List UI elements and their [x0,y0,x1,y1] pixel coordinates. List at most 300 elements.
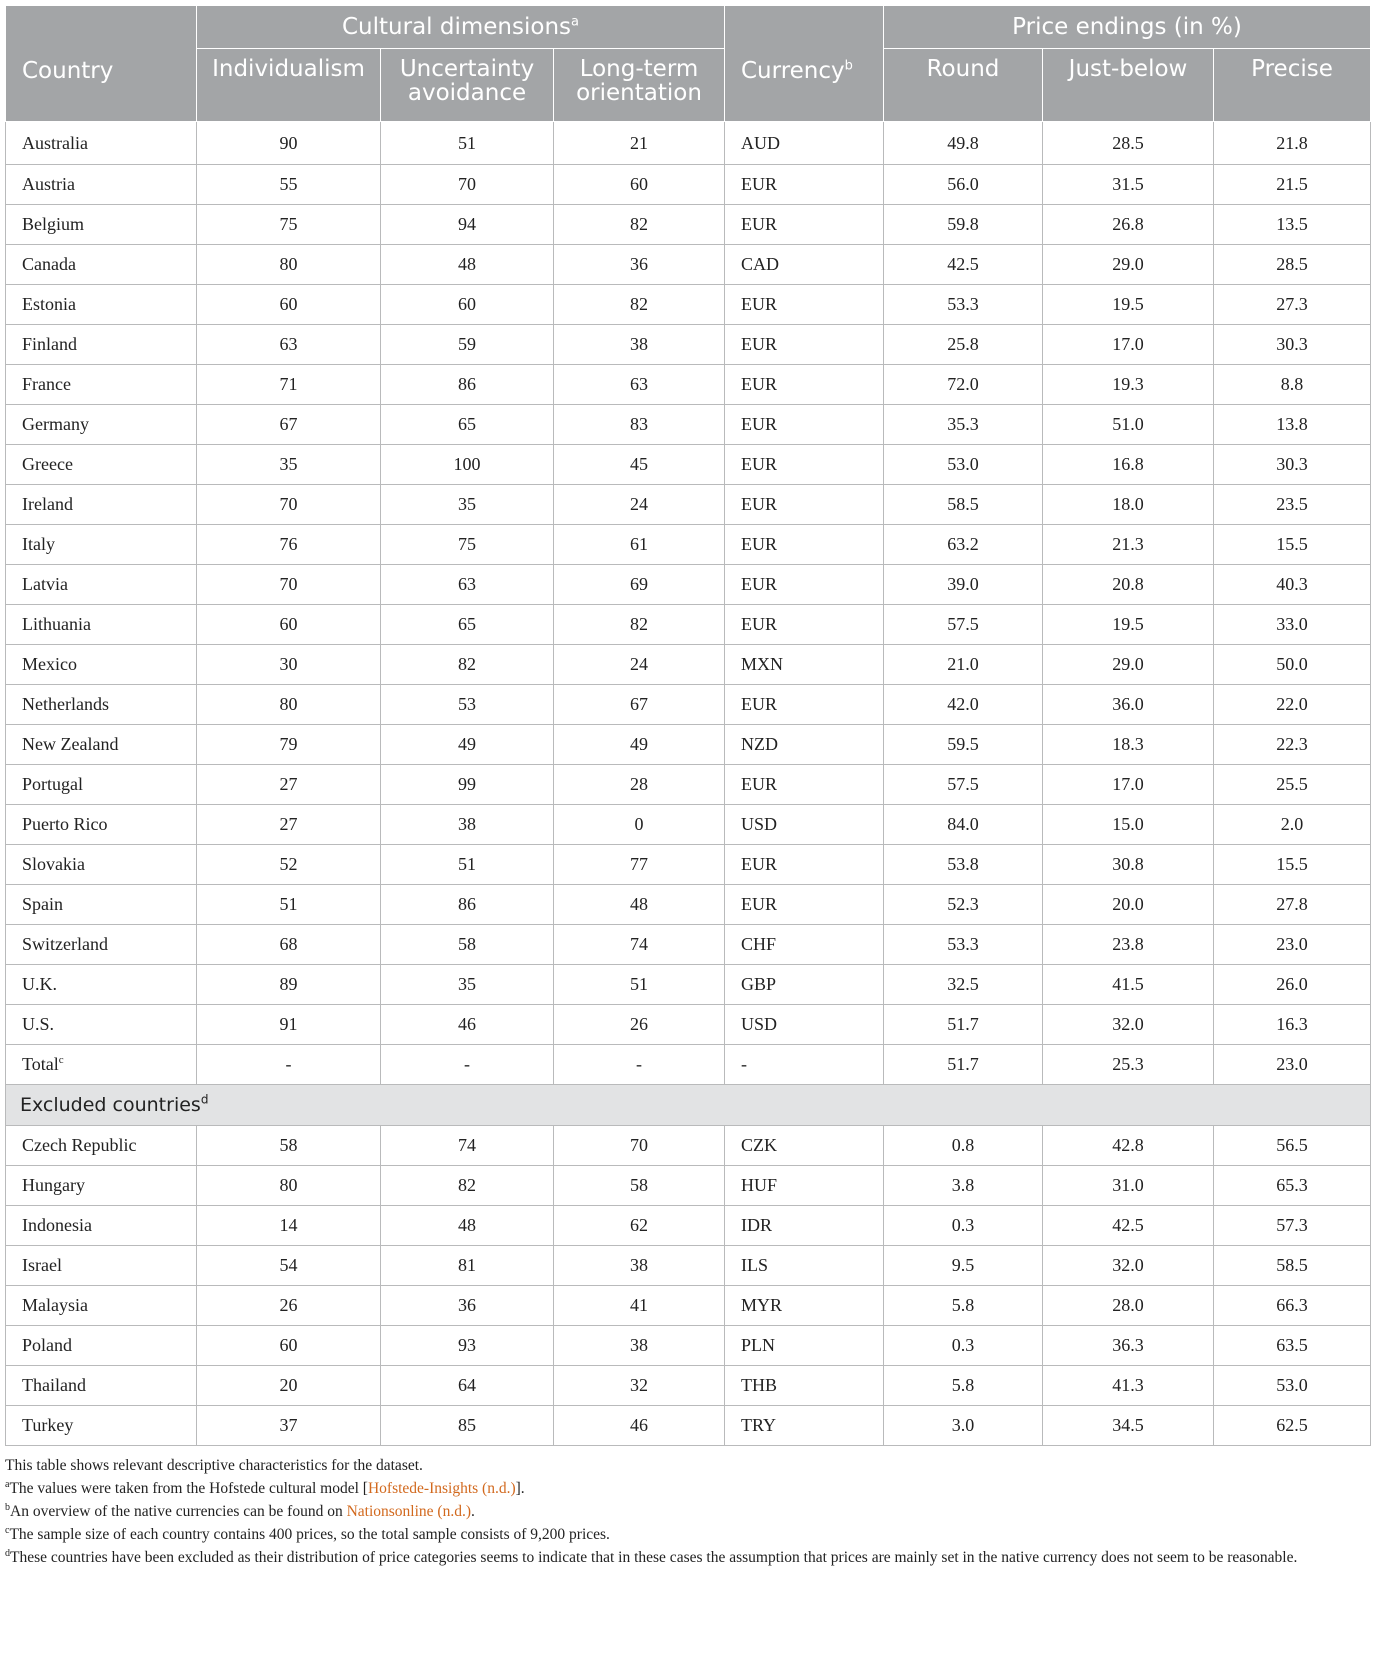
cell-precise: 27.3 [1214,285,1371,325]
cell-ua: 82 [381,645,554,685]
cell-country: Malaysia [6,1286,197,1326]
note-c: $^c$The sample size of each country contains 400 prices, so the total sample consists of 9,200 prices. [5,1524,610,1543]
cell-ua: 74 [381,1126,554,1166]
cell-lto: 62 [554,1206,725,1246]
cell-jb: 19.5 [1043,285,1214,325]
cell-lto: 24 [554,485,725,525]
cell-cur: CAD [725,245,884,285]
cell-ind: 35 [197,445,381,485]
cell-jb: 17.0 [1043,325,1214,365]
cell-round: 52.3 [884,885,1043,925]
cell-ua: 86 [381,365,554,405]
cell-jb: 31.5 [1043,165,1214,205]
cell-round: 59.8 [884,205,1043,245]
cell-jb: 21.3 [1043,525,1214,565]
cell-ind: 90 [197,122,381,165]
cell-cur: EUR [725,525,884,565]
cell-country: Ireland [6,485,197,525]
cell-ind: 63 [197,325,381,365]
cell-ind: 79 [197,725,381,765]
cell-round: 57.5 [884,765,1043,805]
cell-round: 39.0 [884,565,1043,605]
table-row [6,205,1371,245]
note-d: $^d$These countries have been excluded as their distribution of price categories seems to indicate that in these cases the assumption that prices are mainly set in the native currency does not seem to be reasonable. [5,1547,1298,1566]
cell-lto: 77 [554,845,725,885]
cell-lto: 28 [554,765,725,805]
cell-round: 0.8 [884,1126,1043,1166]
table-row [6,1045,1371,1085]
cell-cur: MYR [725,1286,884,1326]
cell-lto: 67 [554,685,725,725]
table-row [6,1246,1371,1286]
note-a: $^a$The values were taken from the Hofstede cultural model [Hofstede-Insights (n.d.)]. [5,1478,525,1497]
cell-jb: 15.0 [1043,805,1214,845]
cell-country: Israel [6,1246,197,1286]
cell-ind: 27 [197,805,381,845]
cell-ind: 68 [197,925,381,965]
table-row [6,925,1371,965]
cell-precise: 13.5 [1214,205,1371,245]
cell-precise: 21.5 [1214,165,1371,205]
cell-precise: 15.5 [1214,525,1371,565]
cell-ind: 67 [197,405,381,445]
cell-ind: 20 [197,1366,381,1406]
cell-round: 57.5 [884,605,1043,645]
cell-precise: 8.8 [1214,365,1371,405]
table-wrapper [5,5,1370,1569]
cell-ind: 30 [197,645,381,685]
cell-cur: HUF [725,1166,884,1206]
header-country: Country [6,6,197,122]
cell-lto: 70 [554,1126,725,1166]
cell-lto: 69 [554,565,725,605]
cell-country: Greece [6,445,197,485]
cell-country: U.S. [6,1005,197,1045]
cell-precise: 28.5 [1214,245,1371,285]
cell-country: Estonia [6,285,197,325]
cell-country: Austria [6,165,197,205]
cell-country: Thailand [6,1366,197,1406]
cell-ua: 59 [381,325,554,365]
cell-country: Slovakia [6,845,197,885]
cell-round: 3.8 [884,1166,1043,1206]
table-row [6,445,1371,485]
cell-lto: 74 [554,925,725,965]
cell-round: 49.8 [884,122,1043,165]
cell-ua: 58 [381,925,554,965]
cell-round: 59.5 [884,725,1043,765]
cell-lto: - [554,1045,725,1085]
cell-precise: 62.5 [1214,1406,1371,1446]
table-row [6,845,1371,885]
cell-round: 21.0 [884,645,1043,685]
cell-ind: 27 [197,765,381,805]
cell-lto: 38 [554,325,725,365]
cell-country: Germany [6,405,197,445]
cell-ua: - [381,1045,554,1085]
cell-cur: EUR [725,365,884,405]
cell-precise: 23.0 [1214,925,1371,965]
cell-country: Total$^c$ [6,1045,197,1085]
table-row [6,1166,1371,1206]
table-body [6,122,1371,1446]
cell-cur: EUR [725,445,884,485]
cell-round: 63.2 [884,525,1043,565]
header-precise: Precise [1214,49,1371,122]
cell-cur: EUR [725,565,884,605]
cell-cur: EUR [725,605,884,645]
cell-cur: EUR [725,485,884,525]
table-row [6,685,1371,725]
cell-jb: 19.5 [1043,605,1214,645]
cell-country: Latvia [6,565,197,605]
cell-jb: 32.0 [1043,1005,1214,1045]
cell-country: Czech Republic [6,1126,197,1166]
cell-round: 5.8 [884,1286,1043,1326]
cell-cur: EUR [725,325,884,365]
cell-country: Turkey [6,1406,197,1446]
cell-jb: 28.0 [1043,1286,1214,1326]
table-row [6,645,1371,685]
cell-ind: 76 [197,525,381,565]
cell-cur: CZK [725,1126,884,1166]
cell-lto: 32 [554,1366,725,1406]
cell-ind: 60 [197,285,381,325]
hofstede-link[interactable]: Hofstede-Insights (n.d.) [367,1480,516,1497]
cell-ua: 82 [381,1166,554,1206]
cell-cur: - [725,1045,884,1085]
cell-precise: 66.3 [1214,1286,1371,1326]
cell-ua: 94 [381,205,554,245]
cell-lto: 26 [554,1005,725,1045]
cell-cur: USD [725,805,884,845]
cell-lto: 82 [554,285,725,325]
cell-precise: 22.3 [1214,725,1371,765]
cell-round: 35.3 [884,405,1043,445]
cell-ind: 75 [197,205,381,245]
cell-jb: 36.3 [1043,1326,1214,1366]
cell-round: 53.8 [884,845,1043,885]
table-row [6,325,1371,365]
cell-cur: EUR [725,405,884,445]
cell-ind: 80 [197,685,381,725]
cell-cur: EUR [725,685,884,725]
cell-cur: EUR [725,205,884,245]
section-label: Excluded countries$^d$ [6,1085,1371,1126]
cell-country: Switzerland [6,925,197,965]
cell-precise: 30.3 [1214,325,1371,365]
cell-cur: NZD [725,725,884,765]
cell-precise: 15.5 [1214,845,1371,885]
cell-jb: 30.8 [1043,845,1214,885]
cell-precise: 26.0 [1214,965,1371,1005]
table-row [6,565,1371,605]
table-row [6,245,1371,285]
cell-ind: 70 [197,485,381,525]
cell-ind: 80 [197,245,381,285]
cell-jb: 18.3 [1043,725,1214,765]
cell-country: Netherlands [6,685,197,725]
table-row [6,885,1371,925]
note-intro: This table shows relevant descriptive characteristics for the dataset. [5,1457,423,1474]
table-row [6,1326,1371,1366]
cell-round: 32.5 [884,965,1043,1005]
cell-ind: 60 [197,1326,381,1366]
cell-round: 53.3 [884,925,1043,965]
table-row [6,805,1371,845]
cell-country: Finland [6,325,197,365]
cell-ua: 35 [381,965,554,1005]
cell-lto: 45 [554,445,725,485]
cell-country: Puerto Rico [6,805,197,845]
table-row [6,1206,1371,1246]
cell-ua: 70 [381,165,554,205]
cell-lto: 41 [554,1286,725,1326]
cell-country: Indonesia [6,1206,197,1246]
cell-jb: 41.3 [1043,1366,1214,1406]
cell-lto: 0 [554,805,725,845]
cell-jb: 41.5 [1043,965,1214,1005]
cell-round: 9.5 [884,1246,1043,1286]
cell-precise: 58.5 [1214,1246,1371,1286]
cell-ua: 64 [381,1366,554,1406]
cell-ind: 71 [197,365,381,405]
table-row [6,285,1371,325]
cell-round: 53.0 [884,445,1043,485]
cell-ua: 65 [381,405,554,445]
cell-round: 3.0 [884,1406,1043,1446]
cell-cur: AUD [725,122,884,165]
cell-cur: EUR [725,885,884,925]
cell-jb: 25.3 [1043,1045,1214,1085]
cell-round: 58.5 [884,485,1043,525]
cell-cur: USD [725,1005,884,1045]
cell-ua: 35 [381,485,554,525]
cell-jb: 28.5 [1043,122,1214,165]
cell-jb: 31.0 [1043,1166,1214,1206]
cell-precise: 23.0 [1214,1045,1371,1085]
cell-round: 25.8 [884,325,1043,365]
cell-round: 51.7 [884,1005,1043,1045]
cell-country: France [6,365,197,405]
cell-lto: 38 [554,1246,725,1286]
cell-ind: 14 [197,1206,381,1246]
table-row [6,765,1371,805]
table-row [6,165,1371,205]
cell-lto: 60 [554,165,725,205]
cell-precise: 23.5 [1214,485,1371,525]
table-header [6,6,1371,122]
cell-ind: 54 [197,1246,381,1286]
table-row [6,485,1371,525]
cell-ind: 55 [197,165,381,205]
cell-round: 42.5 [884,245,1043,285]
cell-cur: TRY [725,1406,884,1446]
table-row [6,1406,1371,1446]
cell-jb: 34.5 [1043,1406,1214,1446]
header-group-cultural: Cultural dimensions$^a$ [197,6,725,49]
cell-round: 51.7 [884,1045,1043,1085]
cell-ind: 80 [197,1166,381,1206]
cell-ua: 86 [381,885,554,925]
cell-country: Mexico [6,645,197,685]
cell-precise: 25.5 [1214,765,1371,805]
cell-country: Spain [6,885,197,925]
data-table [5,5,1371,1446]
cell-country: Lithuania [6,605,197,645]
cell-lto: 48 [554,885,725,925]
cell-cur: PLN [725,1326,884,1366]
cell-country: Portugal [6,765,197,805]
cell-jb: 32.0 [1043,1246,1214,1286]
cell-country: Hungary [6,1166,197,1206]
cell-ua: 60 [381,285,554,325]
cell-lto: 63 [554,365,725,405]
cell-precise: 65.3 [1214,1166,1371,1206]
cell-cur: EUR [725,845,884,885]
table-row [6,1366,1371,1406]
cell-ua: 81 [381,1246,554,1286]
nationsonline-link[interactable]: Nationsonline (n.d.) [346,1503,471,1520]
cell-ind: 91 [197,1005,381,1045]
table-row [6,1005,1371,1045]
cell-ua: 48 [381,245,554,285]
cell-jb: 23.8 [1043,925,1214,965]
cell-lto: 61 [554,525,725,565]
cell-jb: 51.0 [1043,405,1214,445]
cell-round: 42.0 [884,685,1043,725]
cell-ua: 100 [381,445,554,485]
table-row [6,1126,1371,1166]
cell-precise: 63.5 [1214,1326,1371,1366]
cell-ind: 26 [197,1286,381,1326]
cell-precise: 16.3 [1214,1005,1371,1045]
cell-precise: 40.3 [1214,565,1371,605]
table-row [6,405,1371,445]
cell-precise: 57.3 [1214,1206,1371,1246]
cell-jb: 20.0 [1043,885,1214,925]
cell-jb: 42.5 [1043,1206,1214,1246]
cell-precise: 27.8 [1214,885,1371,925]
cell-lto: 36 [554,245,725,285]
cell-jb: 36.0 [1043,685,1214,725]
cell-ua: 49 [381,725,554,765]
cell-jb: 42.8 [1043,1126,1214,1166]
table-row [6,965,1371,1005]
header-currency: Currency$^b$ [725,6,884,122]
header-just-below: Just-below [1043,49,1214,122]
cell-precise: 2.0 [1214,805,1371,845]
cell-jb: 29.0 [1043,645,1214,685]
cell-precise: 53.0 [1214,1366,1371,1406]
table-row [6,1286,1371,1326]
cell-country: Australia [6,122,197,165]
table-row [6,525,1371,565]
cell-jb: 18.0 [1043,485,1214,525]
cell-ua: 48 [381,1206,554,1246]
cell-cur: EUR [725,765,884,805]
cell-round: 5.8 [884,1366,1043,1406]
cell-ua: 75 [381,525,554,565]
cell-ind: 70 [197,565,381,605]
cell-ua: 63 [381,565,554,605]
cell-lto: 83 [554,405,725,445]
table-row [6,725,1371,765]
header-uncertainty: Uncertainty avoidance [381,49,554,122]
cell-ind: 89 [197,965,381,1005]
cell-cur: ILS [725,1246,884,1286]
cell-jb: 20.8 [1043,565,1214,605]
cell-round: 0.3 [884,1206,1043,1246]
cell-lto: 21 [554,122,725,165]
cell-round: 53.3 [884,285,1043,325]
cell-jb: 16.8 [1043,445,1214,485]
cell-precise: 13.8 [1214,405,1371,445]
cell-lto: 82 [554,605,725,645]
cell-precise: 33.0 [1214,605,1371,645]
cell-round: 56.0 [884,165,1043,205]
header-round: Round [884,49,1043,122]
header-individualism: Individualism [197,49,381,122]
cell-precise: 50.0 [1214,645,1371,685]
cell-ua: 51 [381,845,554,885]
cell-lto: 82 [554,205,725,245]
cell-ua: 85 [381,1406,554,1446]
cell-ua: 53 [381,685,554,725]
table-row [6,365,1371,405]
table-row [6,605,1371,645]
cell-ind: 60 [197,605,381,645]
cell-precise: 56.5 [1214,1126,1371,1166]
cell-ind: - [197,1045,381,1085]
cell-ind: 52 [197,845,381,885]
header-longterm: Long-term orientation [554,49,725,122]
cell-ind: 37 [197,1406,381,1446]
cell-country: Canada [6,245,197,285]
cell-cur: MXN [725,645,884,685]
cell-cur: EUR [725,285,884,325]
cell-ua: 93 [381,1326,554,1366]
cell-ua: 46 [381,1005,554,1045]
section-excluded [6,1085,1371,1126]
cell-lto: 24 [554,645,725,685]
cell-ind: 58 [197,1126,381,1166]
cell-round: 0.3 [884,1326,1043,1366]
cell-cur: THB [725,1366,884,1406]
cell-jb: 29.0 [1043,245,1214,285]
header-group-price: Price endings (in %) [884,6,1371,49]
table-notes [5,1454,1370,1569]
cell-lto: 46 [554,1406,725,1446]
cell-country: U.K. [6,965,197,1005]
cell-country: New Zealand [6,725,197,765]
table-row [6,122,1371,165]
cell-precise: 30.3 [1214,445,1371,485]
cell-ua: 38 [381,805,554,845]
cell-lto: 38 [554,1326,725,1366]
cell-cur: IDR [725,1206,884,1246]
cell-lto: 51 [554,965,725,1005]
cell-country: Poland [6,1326,197,1366]
cell-jb: 26.8 [1043,205,1214,245]
cell-jb: 17.0 [1043,765,1214,805]
cell-cur: EUR [725,165,884,205]
cell-country: Belgium [6,205,197,245]
cell-ua: 65 [381,605,554,645]
cell-jb: 19.3 [1043,365,1214,405]
cell-round: 72.0 [884,365,1043,405]
cell-ua: 51 [381,122,554,165]
